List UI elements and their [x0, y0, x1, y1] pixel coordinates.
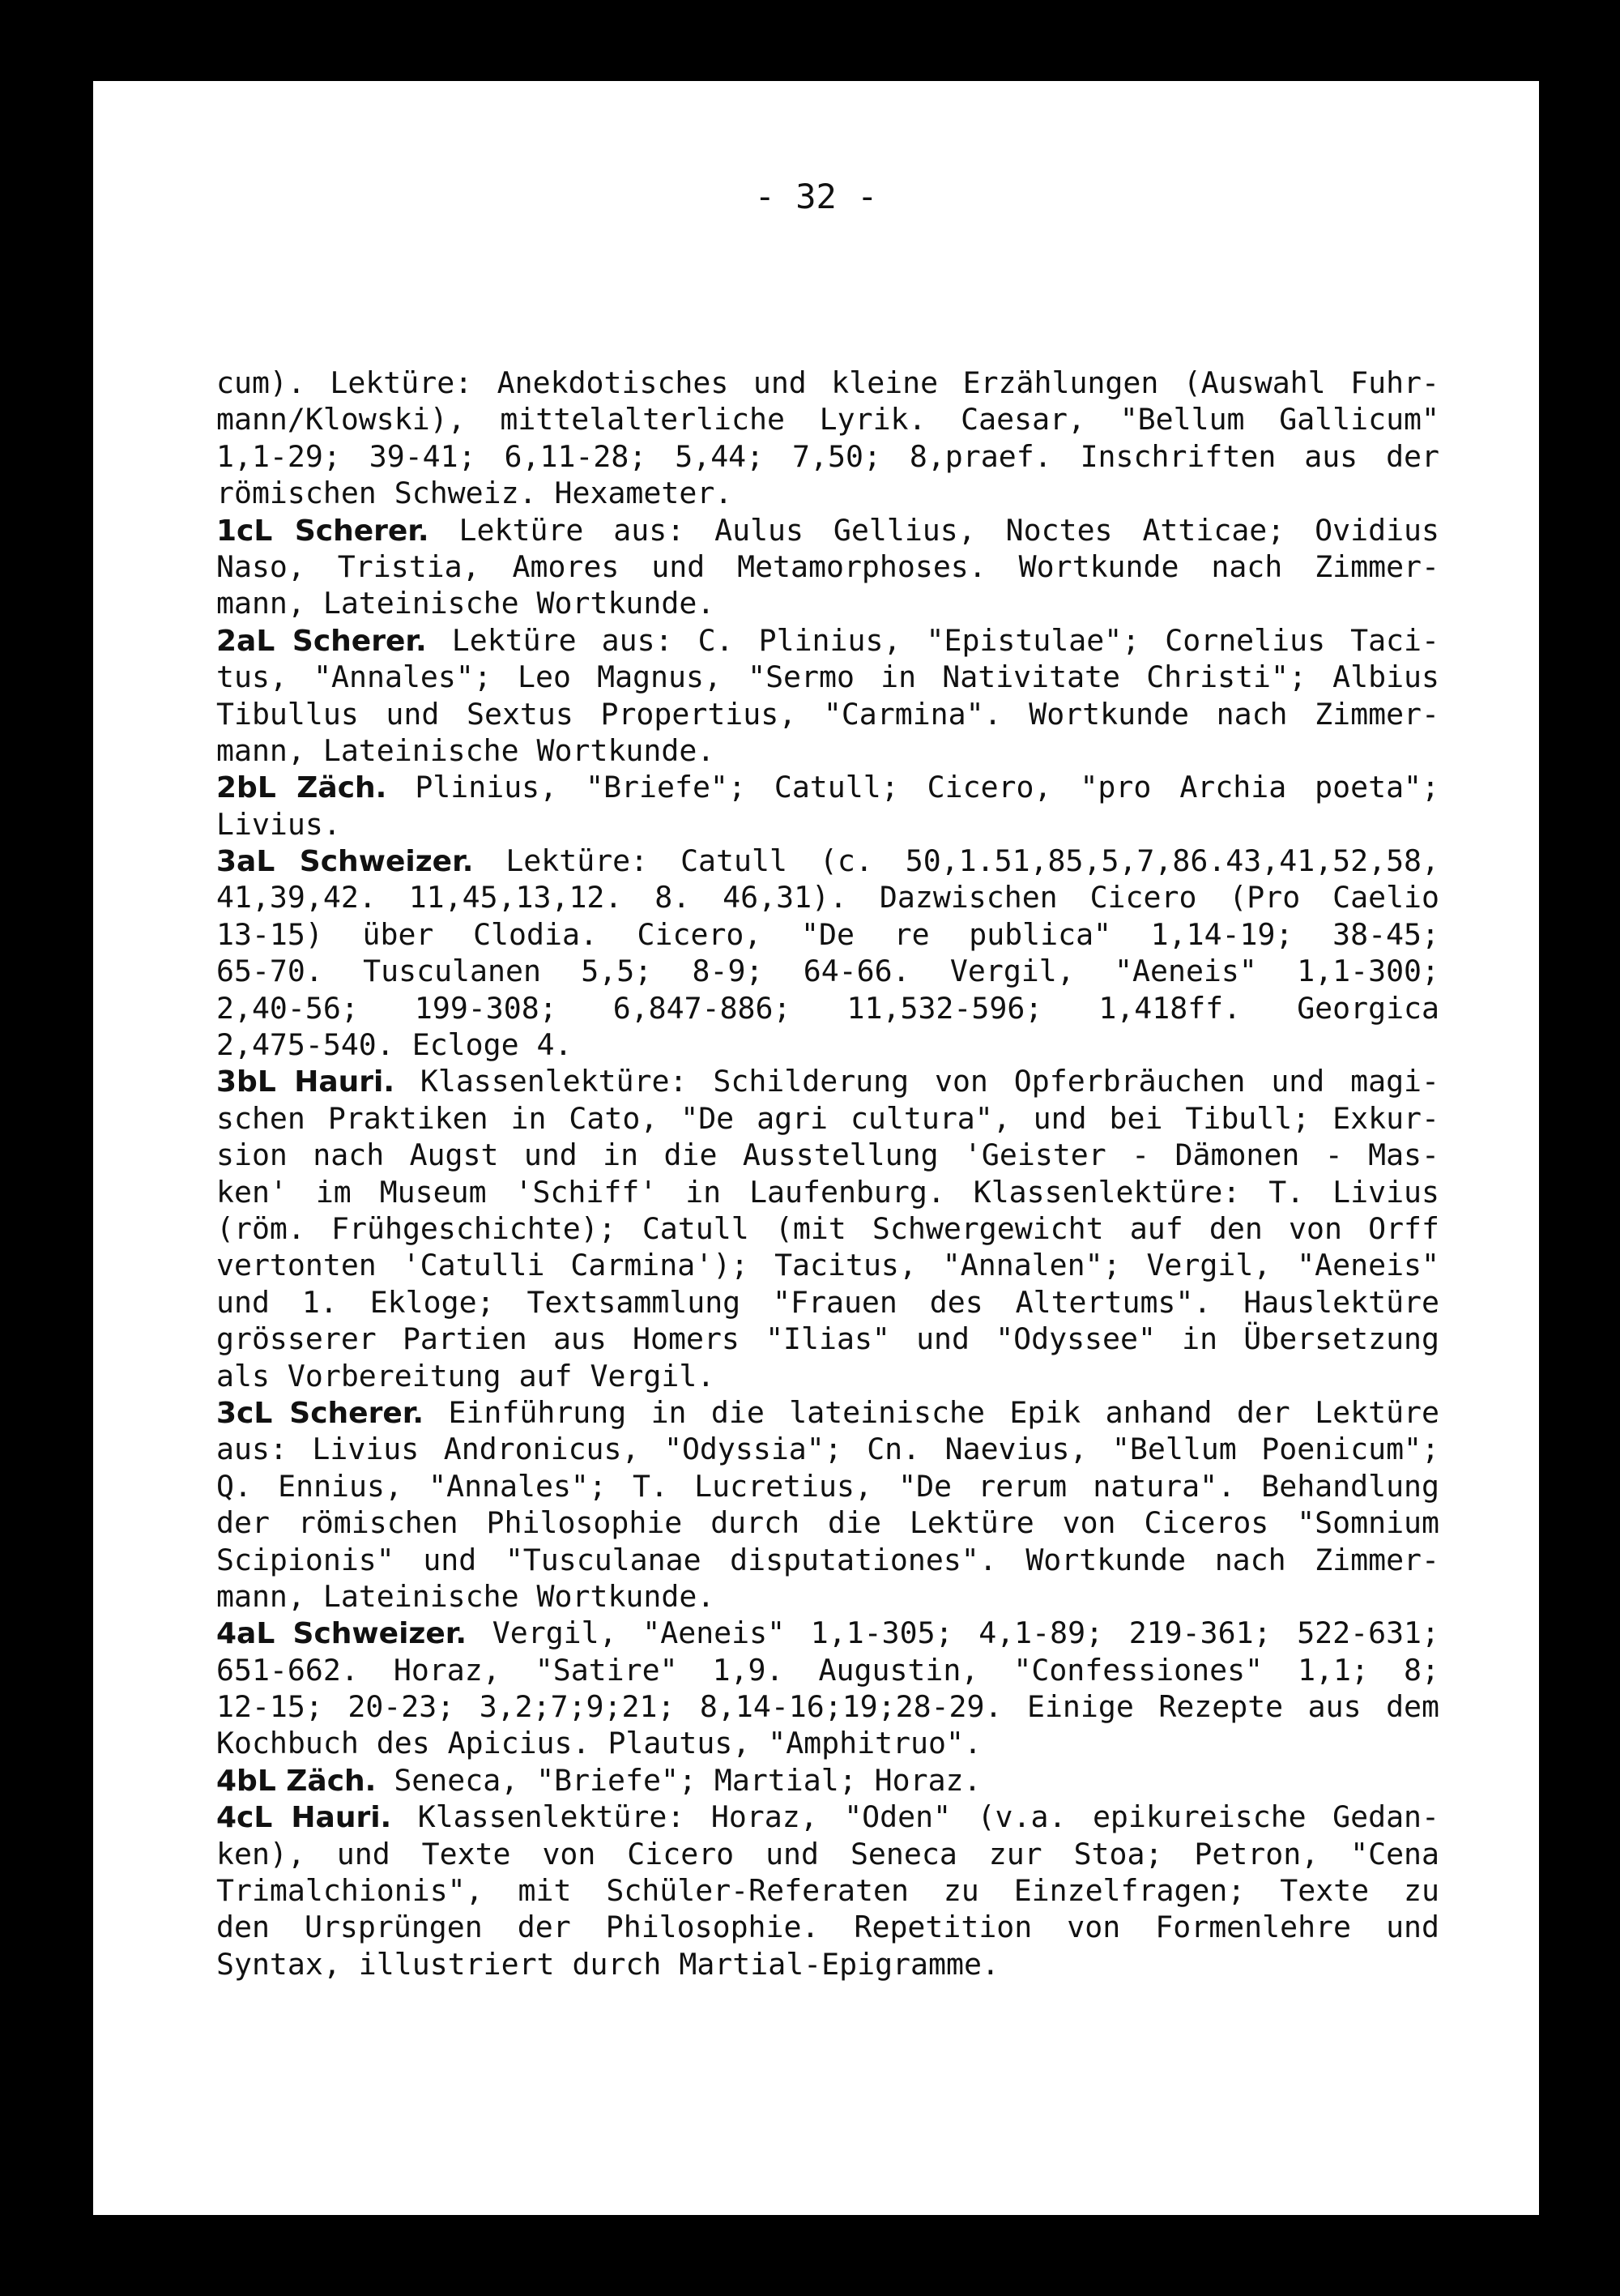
- line-text: Lektüre: Catull (c. 50,1.51,85,5,7,86.43,41,52,58,: [473, 843, 1440, 879]
- line-text: 13-15) über Clodia. Cicero, "De re publica" 1,14-19; 38-45;: [216, 916, 1439, 952]
- line-text: Syntax, illustriert durch Martial-Epigramme.: [216, 1946, 1000, 1982]
- text-line: [216, 1615, 1439, 1651]
- line-text: sion nach Augst und in die Ausstellung 'Geister - Dämonen - Mas-: [216, 1137, 1439, 1173]
- line-text: römischen Schweiz. Hexameter.: [216, 476, 733, 511]
- line-text: ken' im Museum 'Schiff' in Laufenburg. Klassenlektüre: T. Livius: [216, 1174, 1439, 1210]
- line-text: Scipionis" und "Tusculanae disputationes". Wortkunde nach Zimmer-: [216, 1542, 1439, 1577]
- document-page: [93, 81, 1539, 2215]
- line-text: 65-70. Tusculanen 5,5; 8-9; 64-66. Vergil, "Aeneis" 1,1-300;: [216, 954, 1439, 989]
- line-text: Lektüre aus: C. Plinius, "Epistulae"; Cornelius Taci-: [426, 622, 1439, 658]
- line-text: den Ursprüngen der Philosophie. Repetition von Formenlehre und: [216, 1910, 1439, 1945]
- line-text: 2,40-56; 199-308; 6,847-886; 11,532-596; 1,418ff. Georgica: [216, 990, 1439, 1026]
- line-text: schen Praktiken in Cato, "De agri cultura", und bei Tibull; Exkur-: [216, 1100, 1439, 1136]
- line-text: mann, Lateinische Wortkunde.: [216, 1578, 715, 1614]
- text-line: [216, 1210, 1439, 1247]
- text-line: [216, 548, 1439, 585]
- line-text: Plinius, "Briefe"; Catull; Cicero, "pro Archia poeta";: [386, 770, 1439, 805]
- text-line: [216, 1321, 1439, 1357]
- text-line: [216, 953, 1439, 989]
- line-text: Lektüre aus: Aulus Gellius, Noctes Atticae; Ovidius: [428, 512, 1440, 548]
- line-text: Klassenlektüre: Schilderung von Opferbräuchen und magi-: [394, 1064, 1439, 1099]
- line-text: und 1. Ekloge; Textsammlung "Frauen des Altertums". Hauslektüre: [216, 1284, 1439, 1320]
- line-text: Einführung in die lateinische Epik anhand der Lektüre: [424, 1394, 1439, 1430]
- text-line: [216, 732, 1439, 769]
- text-line: [216, 806, 1439, 843]
- line-text: als Vorbereitung auf Vergil.: [216, 1358, 715, 1393]
- line-text: ken), und Texte von Cicero und Seneca zur Stoa; Petron, "Cena: [216, 1836, 1439, 1871]
- text-line: [216, 1688, 1439, 1725]
- line-text: aus: Livius Andronicus, "Odyssia"; Cn. Naevius, "Bellum Poenicum";: [216, 1432, 1439, 1467]
- text-line: [216, 1652, 1439, 1688]
- line-text: 2,475-540. Ecloge 4.: [216, 1027, 573, 1063]
- line-text: Vergil, "Aeneis" 1,1-305; 4,1-89; 219-361; 522-631;: [467, 1615, 1439, 1651]
- line-text: 1,1-29; 39-41; 6,11-28; 5,44; 7,50; 8,praef. Inschriften aus der: [216, 438, 1439, 474]
- text-line: [216, 1468, 1439, 1504]
- text-line: [216, 622, 1439, 659]
- text-line: [216, 1137, 1439, 1173]
- text-line: [216, 475, 1439, 511]
- text-line: [216, 438, 1439, 475]
- line-text: (röm. Frühgeschichte); Catull (mit Schwergewicht auf den von Orff: [216, 1210, 1439, 1246]
- text-line: [216, 769, 1439, 805]
- line-text: Livius.: [216, 806, 341, 842]
- page-number: - 32 -: [754, 177, 878, 216]
- line-text: 12-15; 20-23; 3,2;7;9;21; 8,14-16;19;28-29. Einige Rezepte aus dem: [216, 1689, 1439, 1725]
- text-line: [216, 659, 1439, 695]
- text-line: [216, 401, 1439, 437]
- line-text: tus, "Annales"; Leo Magnus, "Sermo in Nativitate Christi"; Albius: [216, 659, 1439, 695]
- line-text: grösserer Partien aus Homers "Ilias" und "Odyssee" in Übersetzung: [216, 1321, 1439, 1357]
- line-text: Tibullus und Sextus Propertius, "Carmina". Wortkunde nach Zimmer-: [216, 696, 1439, 732]
- line-text: mann/Klowski), mittelalterliche Lyrik. Caesar, "Bellum Gallicum": [216, 402, 1439, 437]
- line-text: Q. Ennius, "Annales"; T. Lucretius, "De rerum natura". Behandlung: [216, 1468, 1439, 1504]
- text-line: [216, 1100, 1439, 1137]
- text-line: [216, 696, 1439, 732]
- text-line: [216, 879, 1439, 915]
- class-label: 1cL Scherer.: [216, 514, 429, 548]
- text-line: [216, 843, 1439, 879]
- line-text: Naso, Tristia, Amores und Metamorphoses. Wortkunde nach Zimmer-: [216, 548, 1439, 584]
- class-label: 3aL Schweizer.: [216, 845, 474, 879]
- text-line: [216, 512, 1439, 548]
- text-line: [216, 1872, 1439, 1909]
- body-text: [216, 365, 1439, 1982]
- text-line: [216, 916, 1439, 953]
- class-label: 4bL Zäch.: [216, 1764, 377, 1798]
- text-line: [216, 1174, 1439, 1210]
- text-line: [216, 1284, 1439, 1321]
- line-text: mann, Lateinische Wortkunde.: [216, 732, 715, 768]
- class-label: 2bL Zäch.: [216, 771, 387, 805]
- class-label: 2aL Scherer.: [216, 624, 427, 658]
- text-line: [216, 1394, 1439, 1431]
- line-text: 651-662. Horaz, "Satire" 1,9. Augustin, "Confessiones" 1,1; 8;: [216, 1652, 1439, 1688]
- text-line: [216, 1578, 1439, 1615]
- line-text: mann, Lateinische Wortkunde.: [216, 586, 715, 621]
- line-text: der römischen Philosophie durch die Lektüre von Ciceros "Somnium: [216, 1505, 1439, 1541]
- text-line: [216, 1431, 1439, 1467]
- text-line: [216, 1909, 1439, 1945]
- text-line: [216, 1026, 1439, 1063]
- text-line: [216, 1542, 1439, 1578]
- class-label: 4cL Hauri.: [216, 1801, 392, 1835]
- text-line: [216, 990, 1439, 1026]
- text-line: [216, 1504, 1439, 1541]
- line-text: Seneca, "Briefe"; Martial; Horaz.: [376, 1762, 982, 1798]
- text-line: [216, 1836, 1439, 1872]
- text-line: [216, 1946, 1439, 1982]
- line-text: Klassenlektüre: Horaz, "Oden" (v.a. epikureische Gedan-: [391, 1799, 1439, 1835]
- text-line: [216, 1247, 1439, 1283]
- class-label: 3bL Hauri.: [216, 1065, 395, 1099]
- line-text: Kochbuch des Apicius. Plautus, "Amphitruo".: [216, 1726, 982, 1761]
- line-text: cum). Lektüre: Anekdotisches und kleine Erzählungen (Auswahl Fuhr-: [216, 365, 1439, 400]
- class-label: 4aL Schweizer.: [216, 1617, 467, 1651]
- text-line: [216, 1762, 1439, 1799]
- text-line: [216, 365, 1439, 401]
- text-line: [216, 1725, 1439, 1761]
- line-text: 41,39,42. 11,45,13,12. 8. 46,31). Dazwischen Cicero (Pro Caelio: [216, 880, 1439, 915]
- text-line: [216, 1063, 1439, 1099]
- text-line: [216, 1358, 1439, 1394]
- text-line: [216, 585, 1439, 621]
- line-text: vertonten 'Catulli Carmina'); Tacitus, "Annalen"; Vergil, "Aeneis": [216, 1248, 1439, 1283]
- text-line: [216, 1799, 1439, 1835]
- class-label: 3cL Scherer.: [216, 1396, 424, 1430]
- line-text: Trimalchionis", mit Schüler-Referaten zu Einzelfragen; Texte zu: [216, 1873, 1439, 1909]
